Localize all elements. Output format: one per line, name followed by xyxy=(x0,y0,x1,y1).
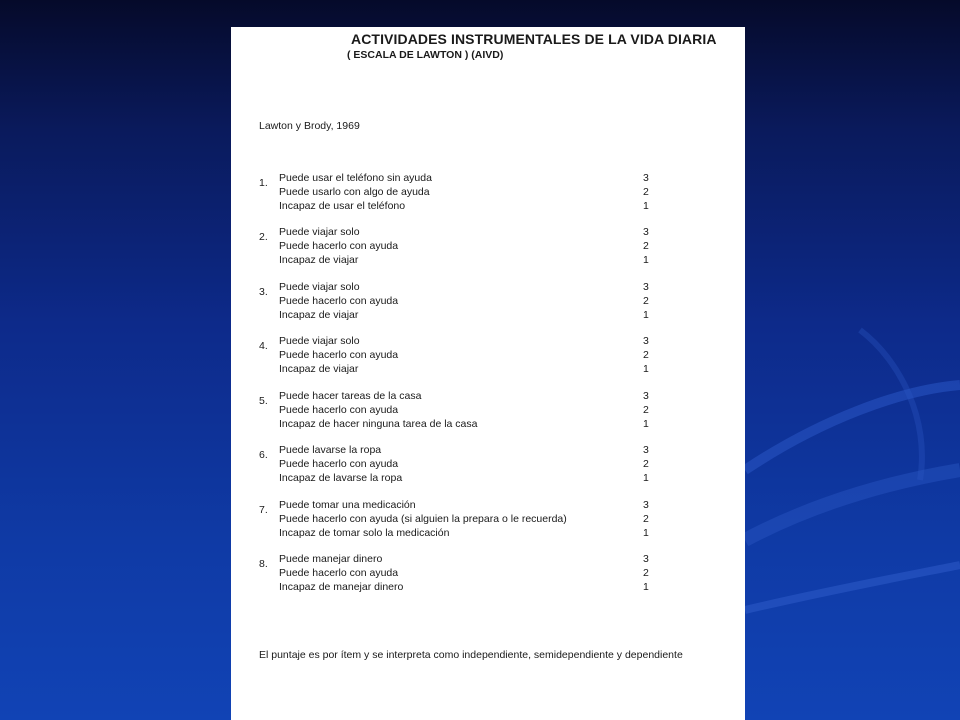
item-option: Incapaz de hacer ninguna tarea de la casa xyxy=(279,418,478,430)
item-option: Puede hacerlo con ayuda xyxy=(279,349,399,361)
item-option: Incapaz de viajar xyxy=(279,363,359,375)
document-subtitle: ( ESCALA DE LAWTON ) (AIVD) xyxy=(347,49,504,61)
scale-item xyxy=(231,390,745,432)
item-number: 7. xyxy=(259,504,268,516)
item-option: Puede viajar solo xyxy=(279,335,360,347)
scoring-note: El puntaje es por ítem y se interpreta como independiente, semidependiente y dependiente xyxy=(259,649,683,661)
scale-item xyxy=(231,226,745,268)
item-score: 3 xyxy=(643,335,649,347)
item-option: Puede hacerlo con ayuda xyxy=(279,567,399,579)
item-option: Puede hacerlo con ayuda xyxy=(279,240,399,252)
item-option: Puede hacer tareas de la casa xyxy=(279,390,422,402)
item-score: 2 xyxy=(643,458,649,470)
item-option: Incapaz de viajar xyxy=(279,254,359,266)
item-option: Puede hacerlo con ayuda xyxy=(279,404,399,416)
item-option: Puede hacerlo con ayuda (si alguien la prepara o le recuerda) xyxy=(279,513,567,525)
scale-item xyxy=(231,499,745,541)
document-title: ACTIVIDADES INSTRUMENTALES DE LA VIDA DIARIA xyxy=(351,31,717,47)
item-score: 1 xyxy=(643,472,649,484)
scale-item xyxy=(231,444,745,486)
item-option: Incapaz de usar el teléfono xyxy=(279,200,406,212)
item-number: 4. xyxy=(259,340,268,352)
item-option: Puede viajar solo xyxy=(279,281,360,293)
item-number: 8. xyxy=(259,558,268,570)
item-option: Puede hacerlo con ayuda xyxy=(279,295,399,307)
item-score: 3 xyxy=(643,281,649,293)
item-number: 6. xyxy=(259,449,268,461)
item-number: 2. xyxy=(259,231,268,243)
item-score: 1 xyxy=(643,200,649,212)
item-score: 2 xyxy=(643,404,649,416)
item-score: 3 xyxy=(643,172,649,184)
item-score: 1 xyxy=(643,254,649,266)
item-score: 1 xyxy=(643,527,649,539)
item-option: Incapaz de lavarse la ropa xyxy=(279,472,403,484)
item-score: 2 xyxy=(643,186,649,198)
item-option: Puede manejar dinero xyxy=(279,553,383,565)
item-score: 2 xyxy=(643,567,649,579)
item-option: Puede lavarse la ropa xyxy=(279,444,382,456)
item-number: 5. xyxy=(259,395,268,407)
item-number: 1. xyxy=(259,177,268,189)
item-score: 1 xyxy=(643,309,649,321)
document-author: Lawton y Brody, 1969 xyxy=(259,120,360,132)
item-option: Puede usar el teléfono sin ayuda xyxy=(279,172,432,184)
item-option: Incapaz de viajar xyxy=(279,309,359,321)
item-score: 2 xyxy=(643,295,649,307)
item-score: 3 xyxy=(643,226,649,238)
item-option: Puede usarlo con algo de ayuda xyxy=(279,186,430,198)
item-score: 3 xyxy=(643,390,649,402)
item-score: 2 xyxy=(643,240,649,252)
scanned-document-page xyxy=(231,27,745,720)
item-score: 1 xyxy=(643,581,649,593)
item-option: Incapaz de manejar dinero xyxy=(279,581,404,593)
scale-item xyxy=(231,172,745,214)
item-number: 3. xyxy=(259,286,268,298)
item-score: 1 xyxy=(643,363,649,375)
scale-item xyxy=(231,553,745,595)
item-score: 3 xyxy=(643,499,649,511)
item-option: Incapaz de tomar solo la medicación xyxy=(279,527,450,539)
item-score: 1 xyxy=(643,418,649,430)
item-score: 2 xyxy=(643,349,649,361)
item-option: Puede viajar solo xyxy=(279,226,360,238)
scale-item xyxy=(231,335,745,377)
item-score: 3 xyxy=(643,444,649,456)
item-option: Puede hacerlo con ayuda xyxy=(279,458,399,470)
item-score: 3 xyxy=(643,553,649,565)
item-option: Puede tomar una medicación xyxy=(279,499,416,511)
scale-item xyxy=(231,281,745,323)
item-score: 2 xyxy=(643,513,649,525)
